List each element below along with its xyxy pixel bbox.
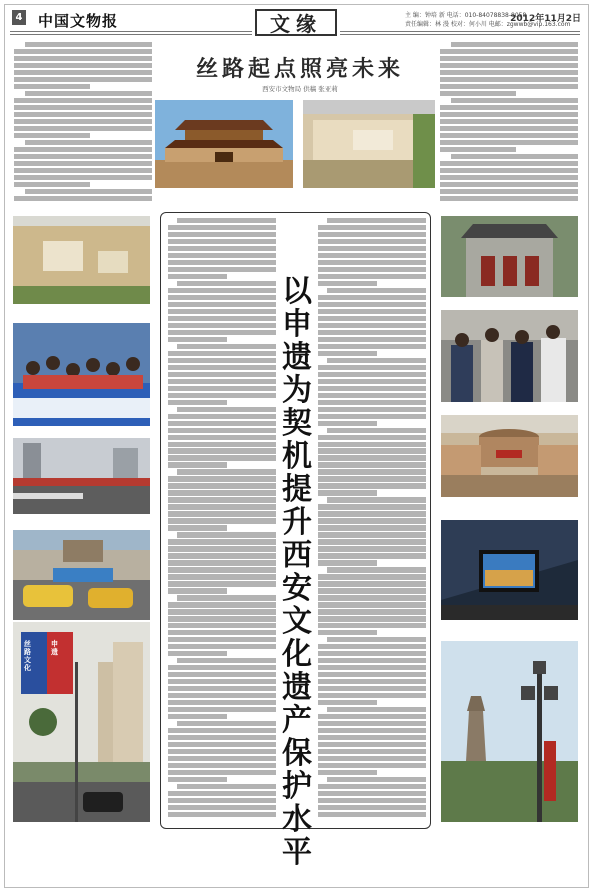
text-line bbox=[318, 246, 426, 251]
text-line bbox=[440, 140, 578, 145]
text-line bbox=[168, 812, 276, 817]
text-line bbox=[168, 553, 276, 558]
text-line bbox=[440, 147, 516, 152]
text-line bbox=[318, 274, 426, 279]
text-line bbox=[327, 428, 426, 433]
text-line bbox=[318, 518, 426, 523]
text-line bbox=[318, 490, 377, 495]
text-line bbox=[168, 330, 276, 335]
text-line bbox=[177, 595, 276, 600]
text-line bbox=[168, 742, 276, 747]
text-line bbox=[318, 791, 426, 796]
taxi-street-photo bbox=[13, 530, 150, 620]
ancient-gate-tower-photo bbox=[155, 100, 293, 188]
text-line bbox=[318, 588, 426, 593]
text-line bbox=[168, 644, 276, 649]
text-line bbox=[440, 196, 578, 201]
text-line bbox=[168, 805, 276, 810]
text-line bbox=[318, 658, 426, 663]
text-line bbox=[168, 428, 276, 433]
text-line bbox=[168, 602, 276, 607]
text-line bbox=[440, 133, 578, 138]
text-line bbox=[318, 679, 426, 684]
text-line bbox=[318, 483, 426, 488]
text-line bbox=[440, 56, 578, 61]
text-line bbox=[14, 161, 152, 166]
text-line bbox=[25, 140, 152, 145]
text-line bbox=[14, 63, 152, 68]
text-line bbox=[168, 749, 276, 754]
text-line bbox=[168, 372, 276, 377]
text-line bbox=[168, 421, 276, 426]
text-line bbox=[327, 707, 426, 712]
text-line bbox=[168, 609, 276, 614]
text-line bbox=[25, 42, 152, 47]
text-line bbox=[318, 365, 426, 370]
text-line bbox=[168, 232, 276, 237]
text-line bbox=[168, 623, 276, 628]
text-line bbox=[440, 119, 578, 124]
aerial-ruins-photo bbox=[13, 216, 150, 304]
text-line bbox=[14, 175, 152, 180]
text-line bbox=[318, 267, 426, 272]
text-line bbox=[168, 288, 276, 293]
text-line bbox=[177, 218, 276, 223]
text-line bbox=[451, 42, 578, 47]
overpass-photo bbox=[13, 438, 150, 514]
text-line bbox=[168, 246, 276, 251]
text-line bbox=[318, 316, 426, 321]
text-line bbox=[318, 798, 426, 803]
text-line bbox=[168, 490, 276, 495]
text-line bbox=[318, 225, 426, 230]
text-line bbox=[318, 330, 426, 335]
text-line bbox=[318, 735, 426, 740]
text-line bbox=[318, 756, 426, 761]
text-line bbox=[318, 644, 426, 649]
street-banner-photo bbox=[13, 622, 150, 822]
section-title: 文缘 bbox=[255, 9, 337, 36]
text-line bbox=[318, 532, 426, 537]
text-line bbox=[168, 651, 227, 656]
text-line bbox=[327, 497, 426, 502]
crowd-photo bbox=[441, 310, 578, 402]
text-line bbox=[168, 770, 276, 775]
text-line bbox=[318, 379, 426, 384]
text-line bbox=[168, 316, 276, 321]
text-line bbox=[25, 189, 152, 194]
editor-info: 主 编：钟培 新 电话：010-84078838-8058 bbox=[405, 12, 527, 19]
text-line bbox=[168, 637, 276, 642]
text-line bbox=[14, 147, 152, 152]
text-line bbox=[318, 630, 377, 635]
text-line bbox=[177, 407, 276, 412]
text-line bbox=[318, 253, 426, 258]
text-line bbox=[168, 700, 276, 705]
text-line bbox=[177, 281, 276, 286]
text-line bbox=[440, 91, 516, 96]
text-line bbox=[168, 365, 276, 370]
text-line bbox=[318, 749, 426, 754]
text-line bbox=[168, 616, 276, 621]
header-rule-left-2 bbox=[10, 34, 252, 35]
text-line bbox=[14, 49, 152, 54]
text-line bbox=[168, 567, 276, 572]
contact-info: 责任编辑：林 漫 校对：何小川 电邮：zgwwb@vip.163.com bbox=[405, 21, 571, 28]
text-line bbox=[168, 442, 276, 447]
text-line bbox=[318, 581, 426, 586]
text-line bbox=[318, 448, 426, 453]
text-line bbox=[168, 393, 276, 398]
text-line bbox=[440, 105, 578, 110]
text-line bbox=[318, 805, 426, 810]
main-story-title: 以申遗为契机提升西安文化遗产保护水平 bbox=[282, 274, 312, 870]
text-line bbox=[318, 665, 426, 670]
text-line bbox=[318, 281, 377, 286]
text-line bbox=[440, 49, 578, 54]
text-line bbox=[168, 560, 276, 565]
text-line bbox=[318, 455, 426, 460]
text-line bbox=[318, 295, 426, 300]
text-line bbox=[318, 421, 377, 426]
text-line bbox=[440, 63, 578, 68]
text-line bbox=[14, 133, 90, 138]
text-line bbox=[14, 154, 152, 159]
text-line bbox=[168, 707, 276, 712]
text-line bbox=[14, 126, 152, 131]
text-line bbox=[318, 232, 426, 237]
text-line bbox=[168, 448, 276, 453]
text-line bbox=[14, 105, 152, 110]
text-line bbox=[318, 574, 426, 579]
text-line bbox=[318, 386, 426, 391]
text-line bbox=[168, 539, 276, 544]
text-line bbox=[168, 483, 276, 488]
text-line bbox=[440, 70, 578, 75]
text-line bbox=[451, 98, 578, 103]
pagoda-lamp-photo bbox=[441, 641, 578, 822]
text-line bbox=[318, 609, 426, 614]
text-line bbox=[318, 623, 426, 628]
text-line bbox=[318, 400, 426, 405]
header-rule-right bbox=[340, 31, 580, 32]
text-line bbox=[168, 302, 276, 307]
text-line bbox=[168, 497, 276, 502]
text-line bbox=[318, 504, 426, 509]
text-line bbox=[440, 84, 578, 89]
text-line bbox=[168, 435, 276, 440]
text-line bbox=[327, 777, 426, 782]
text-line bbox=[14, 70, 152, 75]
text-line bbox=[318, 511, 426, 516]
text-line bbox=[168, 295, 276, 300]
tv-screen-photo bbox=[441, 520, 578, 620]
text-line bbox=[318, 260, 426, 265]
text-line bbox=[14, 84, 90, 89]
text-line bbox=[168, 351, 276, 356]
text-line bbox=[318, 302, 426, 307]
text-line bbox=[168, 455, 276, 460]
text-line bbox=[168, 546, 276, 551]
text-line bbox=[168, 400, 227, 405]
aerial-excavation-photo bbox=[303, 100, 435, 188]
text-line bbox=[318, 721, 426, 726]
text-line bbox=[318, 476, 426, 481]
header-rule-left bbox=[10, 31, 252, 32]
text-line bbox=[318, 651, 426, 656]
text-line bbox=[168, 672, 276, 677]
text-line bbox=[168, 253, 276, 258]
text-line bbox=[440, 112, 578, 117]
text-line bbox=[440, 126, 578, 131]
text-line bbox=[318, 323, 426, 328]
text-line bbox=[168, 728, 276, 733]
text-line bbox=[14, 168, 152, 173]
text-line bbox=[14, 196, 152, 201]
text-line bbox=[168, 386, 276, 391]
text-line bbox=[168, 791, 276, 796]
text-line bbox=[168, 756, 276, 761]
text-line bbox=[168, 518, 276, 523]
text-line bbox=[168, 525, 227, 530]
top-story-byline: 西安市文物局 供稿 张亚莉 bbox=[262, 85, 338, 93]
text-line bbox=[327, 288, 426, 293]
text-line bbox=[168, 798, 276, 803]
children-crowd-photo bbox=[13, 323, 150, 426]
top-right-text bbox=[440, 42, 578, 204]
text-line bbox=[318, 700, 377, 705]
text-line bbox=[168, 693, 276, 698]
text-line bbox=[318, 414, 426, 419]
text-line bbox=[318, 812, 426, 817]
text-line bbox=[318, 728, 426, 733]
text-line bbox=[318, 546, 426, 551]
text-line bbox=[440, 77, 578, 82]
text-line bbox=[168, 379, 276, 384]
text-line bbox=[318, 344, 426, 349]
text-line bbox=[318, 407, 426, 412]
banner-text-right: 申遗 bbox=[51, 640, 58, 656]
newspaper-name: 中国文物报 bbox=[38, 12, 119, 30]
text-line bbox=[168, 581, 276, 586]
text-line bbox=[168, 239, 276, 244]
text-line bbox=[177, 469, 276, 474]
main-story-text-left bbox=[168, 218, 276, 823]
text-line bbox=[14, 112, 152, 117]
text-line bbox=[168, 679, 276, 684]
text-line bbox=[318, 602, 426, 607]
text-line bbox=[318, 462, 426, 467]
header-rule-right-2 bbox=[340, 34, 580, 35]
text-line bbox=[318, 686, 426, 691]
text-line bbox=[318, 784, 426, 789]
text-line bbox=[318, 595, 426, 600]
text-line bbox=[327, 218, 426, 223]
text-line bbox=[440, 182, 578, 187]
text-line bbox=[318, 435, 426, 440]
text-line bbox=[168, 414, 276, 419]
text-line bbox=[25, 91, 152, 96]
text-line bbox=[14, 56, 152, 61]
temple-gate-photo bbox=[441, 216, 578, 297]
text-line bbox=[168, 274, 227, 279]
text-line bbox=[318, 553, 426, 558]
banner-text-left: 丝路文化 bbox=[24, 640, 31, 672]
text-line bbox=[318, 770, 377, 775]
text-line bbox=[14, 98, 152, 103]
top-story-title: 丝路起点照亮未来 bbox=[195, 56, 404, 82]
text-line bbox=[168, 763, 276, 768]
text-line bbox=[327, 567, 426, 572]
text-line bbox=[318, 714, 426, 719]
text-line bbox=[14, 182, 90, 187]
text-line bbox=[318, 539, 426, 544]
text-line bbox=[168, 260, 276, 265]
text-line bbox=[440, 189, 578, 194]
text-line bbox=[168, 714, 227, 719]
text-line bbox=[168, 686, 276, 691]
text-line bbox=[318, 525, 426, 530]
text-line bbox=[168, 735, 276, 740]
text-line bbox=[168, 574, 276, 579]
text-line bbox=[168, 267, 276, 272]
text-line bbox=[168, 588, 227, 593]
text-line bbox=[327, 358, 426, 363]
text-line bbox=[318, 393, 426, 398]
issue-date: 2012年11月2日 bbox=[510, 14, 581, 24]
text-line bbox=[168, 665, 276, 670]
text-line bbox=[177, 721, 276, 726]
page-number: 4 bbox=[12, 10, 26, 25]
text-line bbox=[318, 616, 426, 621]
top-left-text bbox=[14, 42, 152, 204]
mall-building-photo bbox=[441, 415, 578, 497]
text-line bbox=[318, 763, 426, 768]
text-line bbox=[168, 630, 276, 635]
text-line bbox=[318, 372, 426, 377]
text-line bbox=[318, 742, 426, 747]
text-line bbox=[168, 504, 276, 509]
text-line bbox=[168, 476, 276, 481]
text-line bbox=[440, 175, 578, 180]
text-line bbox=[440, 161, 578, 166]
text-line bbox=[318, 469, 426, 474]
text-line bbox=[14, 119, 152, 124]
text-line bbox=[318, 560, 377, 565]
text-line bbox=[318, 309, 426, 314]
text-line bbox=[168, 225, 276, 230]
main-story-text-right bbox=[318, 218, 426, 823]
text-line bbox=[168, 777, 227, 782]
text-line bbox=[168, 358, 276, 363]
text-line bbox=[168, 462, 227, 467]
text-line bbox=[318, 442, 426, 447]
text-line bbox=[451, 154, 578, 159]
text-line bbox=[168, 337, 227, 342]
text-line bbox=[177, 344, 276, 349]
text-line bbox=[318, 672, 426, 677]
text-line bbox=[168, 511, 276, 516]
text-line bbox=[168, 309, 276, 314]
text-line bbox=[318, 239, 426, 244]
text-line bbox=[318, 693, 426, 698]
text-line bbox=[440, 168, 578, 173]
text-line bbox=[177, 658, 276, 663]
text-line bbox=[177, 532, 276, 537]
text-line bbox=[168, 323, 276, 328]
text-line bbox=[177, 784, 276, 789]
text-line bbox=[14, 77, 152, 82]
text-line bbox=[327, 637, 426, 642]
text-line bbox=[318, 337, 426, 342]
text-line bbox=[318, 351, 377, 356]
